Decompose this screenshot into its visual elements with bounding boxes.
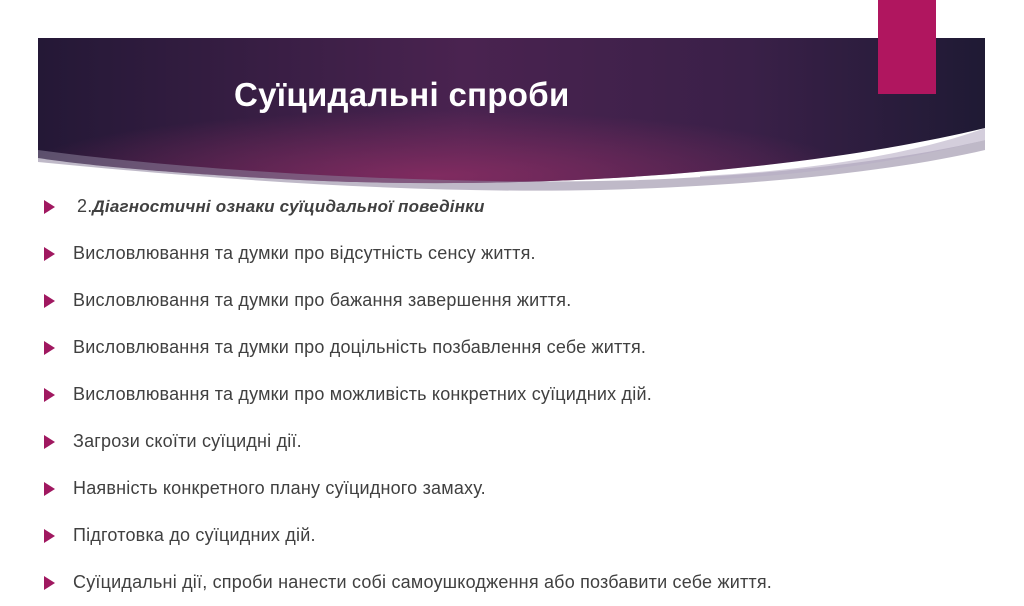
list-item xyxy=(44,465,1004,512)
list-item xyxy=(44,183,1004,230)
list-item xyxy=(44,277,1004,324)
list-item xyxy=(44,371,1004,418)
bullet-text: Загрози скоїти суїцидні дії. xyxy=(73,431,302,451)
bullet-text: Висловлювання та думки про відсутність сенсу життя. xyxy=(73,243,536,263)
triangle-bullet-icon xyxy=(44,247,55,261)
triangle-bullet-icon xyxy=(44,388,55,402)
list-item xyxy=(44,230,1004,277)
bullet-text: Суїцидальні дії, спроби нанести собі самоушкодження або позбавити себе життя. xyxy=(73,572,772,592)
bullet-text: Висловлювання та думки про бажання завершення життя. xyxy=(73,290,572,310)
triangle-bullet-icon xyxy=(44,200,55,214)
triangle-bullet-icon xyxy=(44,482,55,496)
list-item xyxy=(44,559,1004,606)
accent-tab xyxy=(878,0,936,94)
triangle-bullet-icon xyxy=(44,341,55,355)
bullet-text: Наявність конкретного плану суїцидного замаху. xyxy=(73,478,486,498)
bullet-text: Підготовка до суїцидних дій. xyxy=(73,525,316,545)
slide-title: Суїцидальні спроби xyxy=(234,76,570,113)
triangle-bullet-icon xyxy=(44,529,55,543)
bullet-heading: Діагностичні ознаки суїцидальної поведінки xyxy=(92,197,485,216)
triangle-bullet-icon xyxy=(44,435,55,449)
bullet-list xyxy=(44,183,1004,606)
list-item xyxy=(44,418,1004,465)
triangle-bullet-icon xyxy=(44,576,55,590)
triangle-bullet-icon xyxy=(44,294,55,308)
list-item xyxy=(44,512,1004,559)
bullet-text xyxy=(73,196,485,217)
list-item xyxy=(44,324,1004,371)
bullet-text: Висловлювання та думки про можливість конкретних суїцидних дій. xyxy=(73,384,652,404)
bullet-text: Висловлювання та думки про доцільність позбавлення себе життя. xyxy=(73,337,647,357)
bullet-number: 2. xyxy=(77,196,93,216)
